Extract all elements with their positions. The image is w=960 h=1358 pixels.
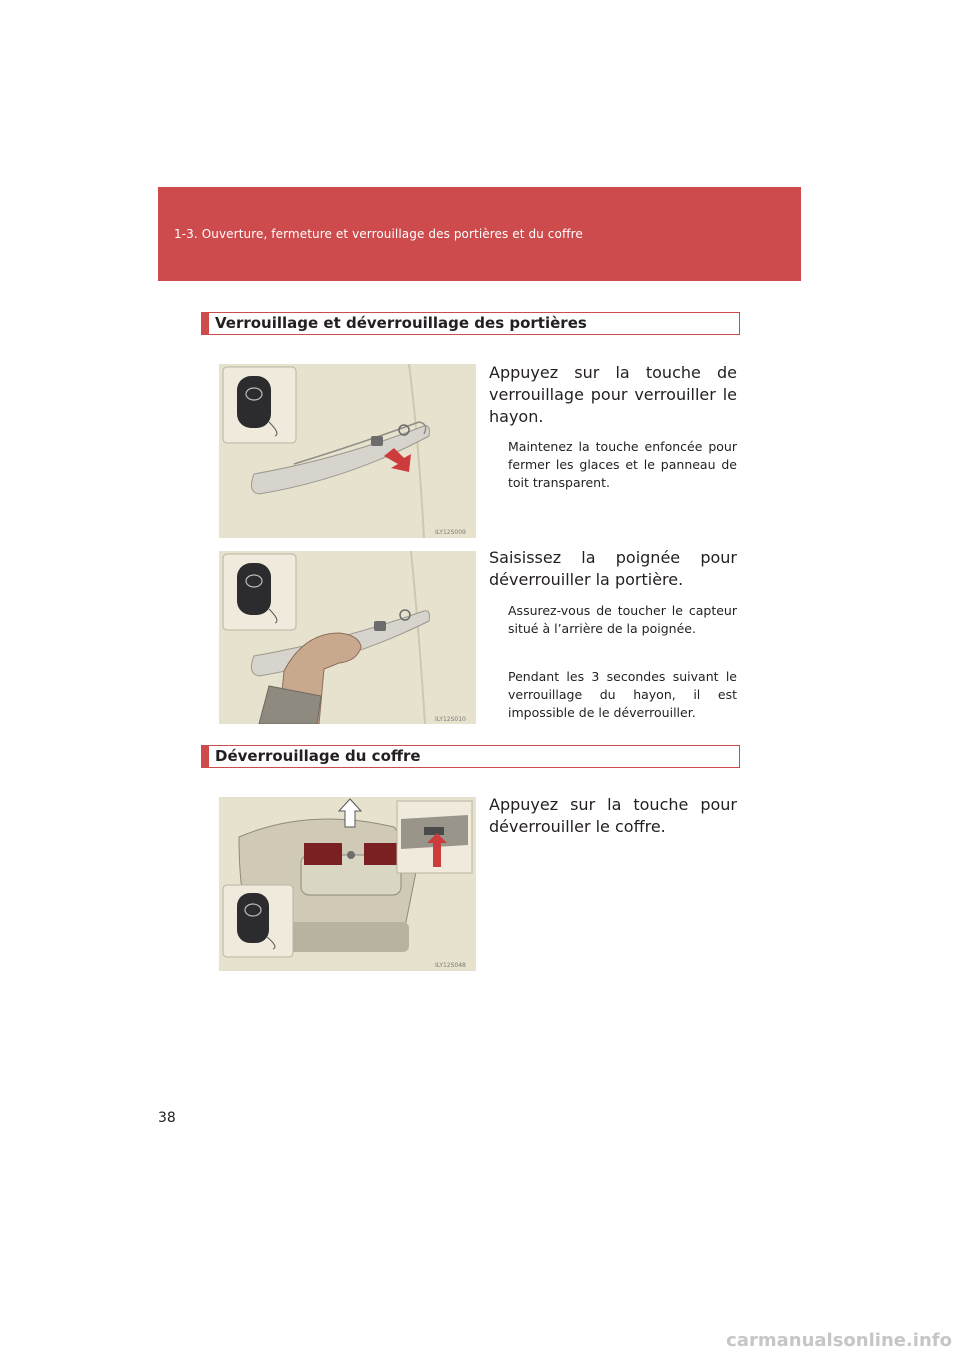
trunk-button-inset [397,801,472,873]
header-section-title: 1-3. Ouverture, fermeture et verrouillage des portières et du coffre [174,227,583,241]
instruction-text: Saisissez la poignée pour déverrouiller la portière. [489,548,737,589]
watermark: carmanualsonline.info [726,1330,952,1351]
figure-door-lock [219,364,476,538]
section-heading-text: Déverrouillage du coffre [215,747,421,765]
lock-button-icon [371,436,383,446]
figure-code: ILY12S009 [435,529,466,536]
figure-code: ILY12S048 [435,962,466,969]
header-band [158,187,801,281]
note-text: Maintenez la touche enfoncée pour fermer les glaces et le panneau de toit transparent. [508,439,737,490]
instruction-text: Appuyez sur la touche pour déverrouiller le coffre. [489,795,737,836]
section-heading-text: Verrouillage et déverrouillage des portières [215,314,587,332]
note-text: Assurez-vous de toucher le capteur situé à l’arrière de la poignée. [508,603,737,636]
instruction-text: Appuyez sur la touche de verrouillage pour verrouiller le hayon. [489,363,737,426]
note-text: Pendant les 3 secondes suivant le verrouillage du hayon, il est impossible de le déverrouiller. [508,669,737,720]
page-number: 38 [158,1110,176,1126]
smart-key-icon [223,885,293,957]
smart-key-icon [223,367,296,443]
smart-key-icon [223,554,296,630]
lexus-emblem-icon [347,851,355,859]
section-heading-trunk [201,745,740,768]
figure-door-unlock [219,551,476,724]
figure-code: ILY12S010 [435,716,466,723]
figure-trunk-unlock [219,797,476,971]
section-heading-doors [201,312,740,335]
